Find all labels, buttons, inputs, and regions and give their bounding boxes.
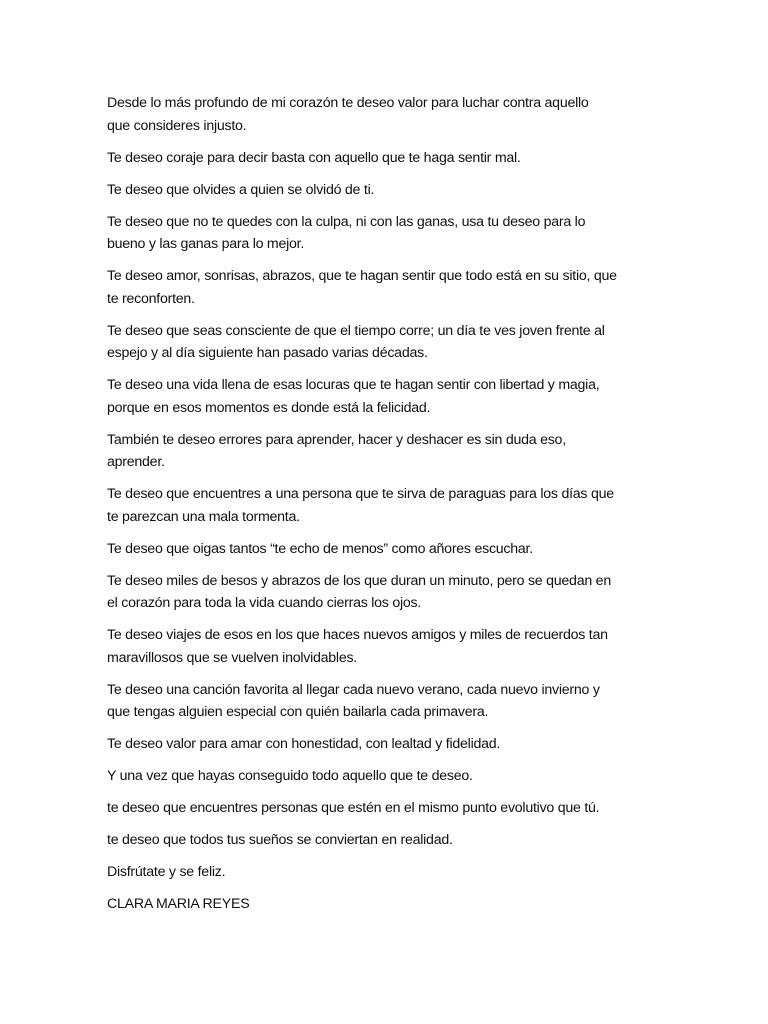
paragraph-line: También te deseo errores para aprender, hacer y deshacer es sin duda eso, (107, 431, 566, 448)
paragraph-9 (107, 483, 682, 528)
paragraph-line: te deseo que todos tus sueños se conviertan en realidad. (107, 832, 453, 848)
paragraph-17 (107, 829, 682, 852)
paragraph-14 (107, 733, 682, 756)
paragraph-4 (107, 211, 682, 256)
paragraph-line: te deseo que encuentres personas que estén en el mismo punto evolutivo que tú. (107, 800, 600, 816)
paragraph-5 (107, 265, 682, 310)
paragraph-line: Te deseo miles de besos y abrazos de los que duran un minuto, pero se quedan en (107, 572, 611, 589)
paragraph-line: Disfrútate y se feliz. (107, 864, 226, 880)
paragraph-line: te parezcan una mala tormenta. (107, 508, 300, 525)
paragraph-15 (107, 765, 682, 788)
paragraph-line: te reconforten. (107, 290, 195, 307)
paragraph-2 (107, 147, 682, 170)
paragraph-line: Te deseo que oigas tantos “te echo de menos” como añores escuchar. (107, 540, 533, 557)
paragraph-1 (107, 92, 682, 137)
paragraph-line: Te deseo que seas consciente de que el tiempo corre; un día te ves joven frente al (107, 322, 605, 339)
paragraph-line: Te deseo que olvides a quien se olvidó de ti. (107, 181, 375, 198)
paragraph-7 (107, 374, 682, 419)
paragraph-10 (107, 538, 682, 561)
paragraph-line: el corazón para toda la vida cuando cierras los ojos. (107, 595, 422, 611)
paragraph-line: Y una vez que hayas conseguido todo aquello que te deseo. (107, 768, 473, 784)
paragraph-12 (107, 624, 682, 669)
paragraph-16 (107, 797, 682, 820)
paragraph-line: Te deseo que no te quedes con la culpa, ni con las ganas, usa tu deseo para lo (107, 213, 586, 230)
paragraph-18 (107, 861, 682, 884)
paragraph-line: bueno y las ganas para lo mejor. (107, 236, 305, 252)
paragraph-line: Te deseo coraje para decir basta con aquello que te haga sentir mal. (107, 149, 521, 166)
paragraph-6 (107, 320, 682, 365)
paragraph-line: espejo y al día siguiente han pasado varias décadas. (107, 345, 428, 361)
paragraph-line: Te deseo viajes de esos en los que haces nuevos amigos y miles de recuerdos tan (107, 627, 608, 643)
document-body (107, 92, 682, 925)
paragraph-11 (107, 570, 682, 615)
paragraph-line: Te deseo amor, sonrisas, abrazos, que te hagan sentir que todo está en su sitio, que (107, 268, 617, 284)
paragraph-line: Te deseo que encuentres a una persona que te sirva de paraguas para los días que (107, 486, 614, 502)
paragraph-line: Te deseo una vida llena de esas locuras que te hagan sentir con libertad y magia, (107, 377, 600, 393)
paragraph-line: Te deseo una canción favorita al llegar cada nuevo verano, cada nuevo invierno y (107, 681, 600, 698)
paragraph-line: aprender. (107, 454, 165, 470)
paragraph-line: que consideres injusto. (107, 117, 247, 134)
signature-line: CLARA MARIA REYES (107, 896, 250, 912)
paragraph-8 (107, 429, 682, 474)
paragraph-line: porque en esos momentos es donde está la felicidad. (107, 399, 431, 416)
signature (107, 893, 682, 916)
paragraph-line: Desde lo más profundo de mi corazón te deseo valor para luchar contra aquello (107, 95, 589, 111)
paragraph-13 (107, 679, 682, 724)
paragraph-3 (107, 179, 682, 202)
paragraph-line: maravillosos que se vuelven inolvidables. (107, 649, 357, 666)
paragraph-line: Te deseo valor para amar con honestidad, con lealtad y fidelidad. (107, 736, 501, 752)
paragraph-line: que tengas alguien especial con quién bailarla cada primavera. (107, 704, 489, 720)
